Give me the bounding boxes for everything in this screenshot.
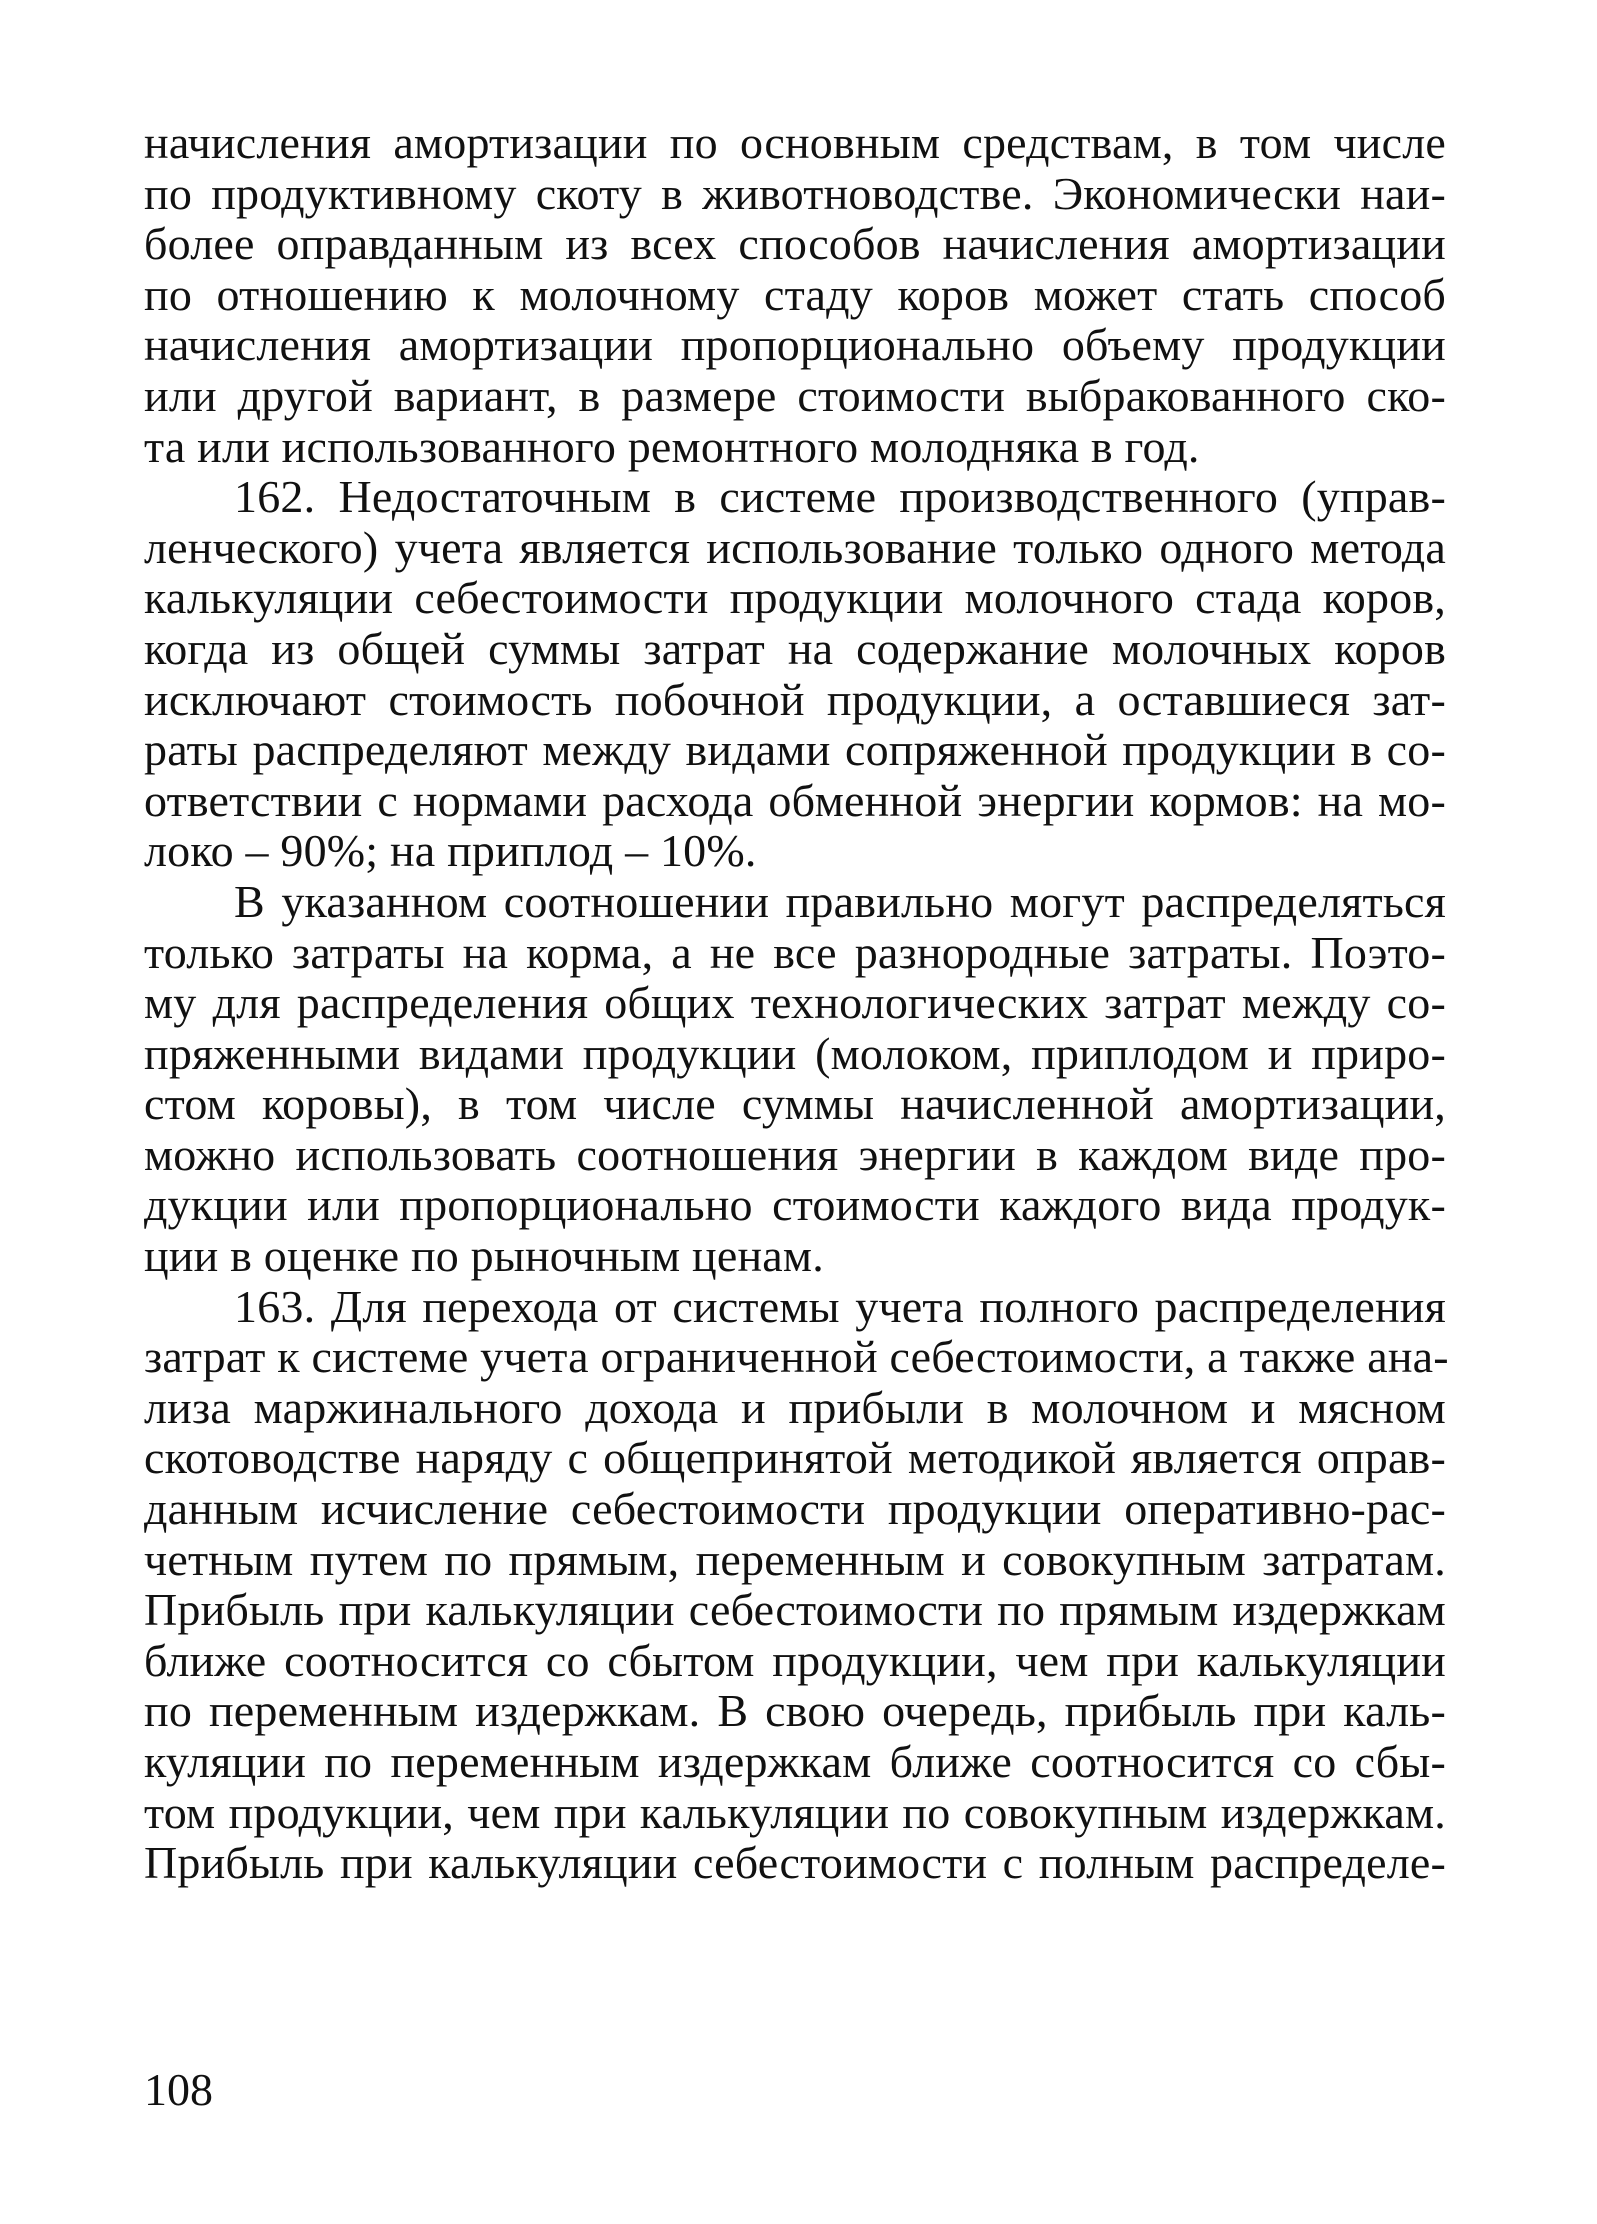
text-line: та или использованного ремонтного молодняка в год. [144,420,1200,472]
text-line: начисления амортизации пропорционально объему продукции [144,319,1446,371]
text-line: 162. Недостаточным в системе производственного (управ- [234,471,1446,523]
text-line: куляции по переменным издержкам ближе соотносится со сбы- [144,1736,1446,1787]
text-line: более оправданным из всех способов начисления амортизации [144,218,1446,270]
page-body [144,117,1449,1889]
text-line: калькуляции себестоимости продукции молочного стада коров, [144,572,1446,624]
text-line: ции в оценке по рыночным ценам. [144,1230,824,1282]
text-line: 163. Для перехода от системы учета полного распределения [234,1280,1446,1332]
text-line: затрат к системе учета ограниченной себестоимости, а также ана- [144,1331,1449,1383]
text-line: дукции или пропорционально стоимости каждого вида продук- [144,1179,1446,1231]
text-line: по отношению к молочному стаду коров может стать способ [144,268,1446,320]
text-line: том продукции, чем при калькуляции по совокупным издержкам. [144,1786,1446,1838]
text-line: му для распределения общих технологических затрат между со- [144,977,1446,1029]
text-line: ближе соотносится со сбытом продукции, чем при калькуляции [144,1634,1446,1686]
text-line: исключают стоимость побочной продукции, а оставшиеся зат- [144,673,1446,725]
text-line: данным исчисление себестоимости продукции оперативно-рас- [144,1483,1446,1535]
text-line: когда из общей суммы затрат на содержание молочных коров [144,622,1446,674]
paragraph-162 [144,472,1446,877]
text-line: по продуктивному скоту в животноводстве. Экономически наи- [144,167,1446,219]
text-line: или другой вариант, в размере стоимости выбракованного ско- [144,369,1446,421]
paragraph-1 [144,118,1446,472]
text-line: ответствии с нормами расхода обменной энергии кормов: на мо- [144,774,1446,826]
text-line: только затраты на корма, а не все разнородные затраты. Поэто- [144,926,1446,978]
text-line: пряженными видами продукции (молоком, приплодом и приро- [144,1027,1446,1079]
text-line: В указанном соотношении правильно могут распределяться [234,875,1446,927]
text-line: ленческого) учета является использование только одного метода [144,521,1446,573]
text-line: лиза маржинального дохода и прибыли в молочном и мясном [144,1381,1446,1433]
text-line: скотоводстве наряду с общепринятой методикой является оправ- [144,1432,1446,1484]
paragraph-3 [144,877,1446,1282]
text-line: Прибыль при калькуляции себестоимости с полным распределе- [144,1837,1446,1889]
text-line: раты распределяют между видами сопряженной продукции в со- [144,724,1446,776]
text-line: начисления амортизации по основным средствам, в том числе [144,117,1446,168]
text-line: стом коровы), в том числе суммы начисленной амортизации, [144,1078,1446,1130]
text-line: Прибыль при калькуляции себестоимости по прямым издержкам [144,1584,1446,1636]
text-line: можно использовать соотношения энергии в каждом виде про- [144,1128,1446,1180]
paragraph-163 [144,1280,1449,1889]
text-line: по переменным издержкам. В свою очередь, прибыль при каль- [144,1685,1446,1737]
text-line: локо – 90%; на приплод – 10%. [144,825,757,877]
text-line: четным путем по прямым, переменным и совокупным затратам. [144,1533,1446,1585]
page-number: 108 [144,2064,213,2115]
